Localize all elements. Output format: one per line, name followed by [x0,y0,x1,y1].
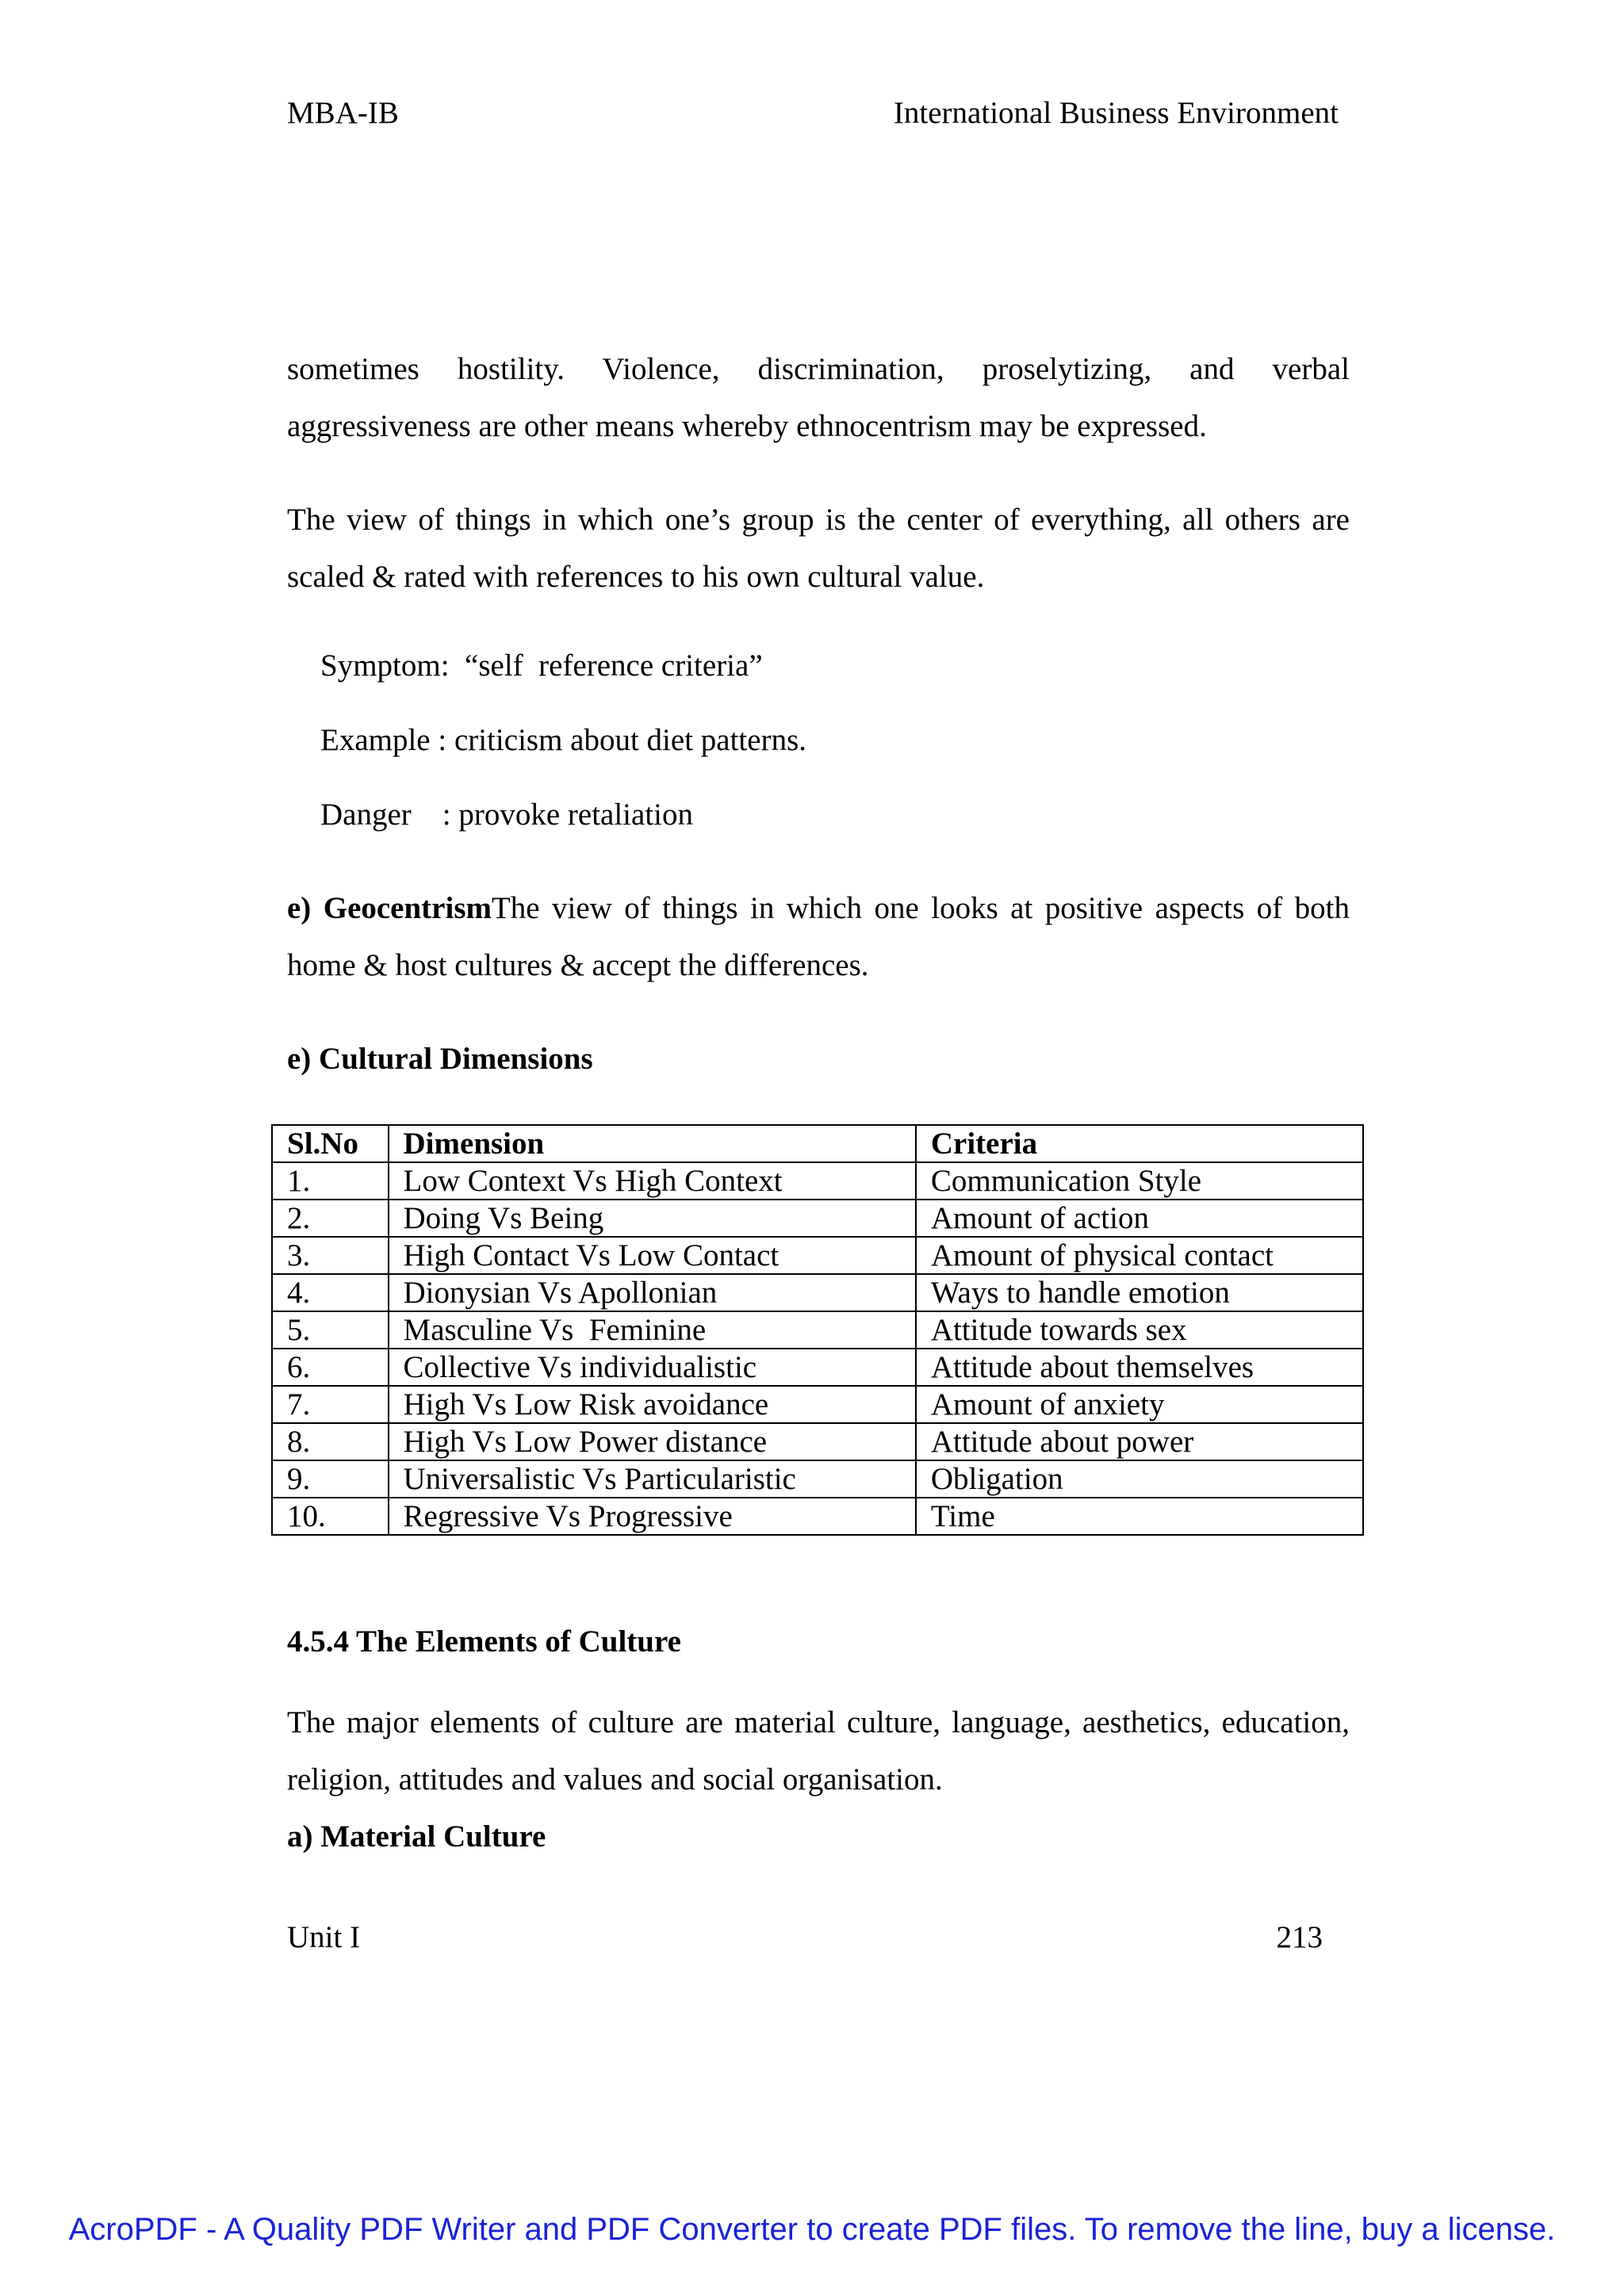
cell-slno: 3. [272,1237,389,1274]
cultural-dimensions-heading: e) Cultural Dimensions [287,1042,593,1076]
cell-criteria: Attitude about power [916,1423,1363,1460]
elements-of-culture-section [287,1613,1350,1866]
elements-heading: 4.5.4 The Elements of Culture [287,1624,681,1659]
table-row [272,1460,1363,1498]
page-header [287,95,1339,131]
acropdf-watermark: AcroPDF - A Quality PDF Writer and PDF Converter to create PDF files. To remove the line, buy a license. [68,2212,1556,2247]
cell-criteria: Attitude towards sex [916,1311,1363,1349]
column-header-criteria: Criteria [916,1125,1363,1162]
cell-slno: 1. [272,1162,389,1200]
cell-criteria: Obligation [916,1460,1363,1498]
geocentrism-text: The view of things in which one looks at positive aspects of both home & host cultures & accept the differences. [287,891,1350,982]
danger-line: Danger : provoke retaliation [320,798,693,832]
table-row [272,1311,1363,1349]
paragraph-ethnocentrism-definition: The view of things in which one’s group is the center of everything, all others are scaled & rated with references to his own cultural value. [287,503,1350,594]
cultural-dimensions-table [271,1124,1364,1536]
table-row [272,1349,1363,1386]
cell-slno: 2. [272,1200,389,1237]
table-row [272,1423,1363,1460]
cell-criteria: Communication Style [916,1162,1363,1200]
table-row [272,1498,1363,1535]
cell-criteria: Amount of anxiety [916,1386,1363,1423]
cell-criteria: Time [916,1498,1363,1535]
cell-dimension: High Contact Vs Low Contact [389,1237,916,1274]
elements-paragraph: The major elements of culture are material culture, language, aesthetics, education, religion, attitudes and values and social organisation. [287,1705,1350,1797]
header-subject: International Business Environment [893,96,1339,130]
cell-dimension: High Vs Low Risk avoidance [389,1386,916,1423]
main-content [287,341,1350,1088]
cell-slno: 7. [272,1386,389,1423]
table-row [272,1274,1363,1311]
cell-criteria: Amount of action [916,1200,1363,1237]
geocentrism-label: e) Geocentrism [287,891,492,925]
cell-slno: 10. [272,1498,389,1535]
cell-dimension: Doing Vs Being [389,1200,916,1237]
cell-criteria: Attitude about themselves [916,1349,1363,1386]
table-row [272,1162,1363,1200]
table-row [272,1200,1363,1237]
cell-dimension: High Vs Low Power distance [389,1423,916,1460]
cell-dimension: Universalistic Vs Particularistic [389,1460,916,1498]
column-header-slno: Sl.No [272,1125,389,1162]
symptom-line: Symptom: “self reference criteria” [320,649,763,683]
example-line: Example : criticism about diet patterns. [320,723,806,757]
cell-slno: 8. [272,1423,389,1460]
cell-slno: 5. [272,1311,389,1349]
table-row [272,1237,1363,1274]
cell-criteria: Amount of physical contact [916,1237,1363,1274]
cell-dimension: Collective Vs individualistic [389,1349,916,1386]
geocentrism-paragraph [287,880,1350,994]
page-footer [287,1919,1323,1955]
cell-criteria: Ways to handle emotion [916,1274,1363,1311]
cell-slno: 6. [272,1349,389,1386]
cell-dimension: Masculine Vs Feminine [389,1311,916,1349]
cell-dimension: Low Context Vs High Context [389,1162,916,1200]
cell-dimension: Dionysian Vs Apollonian [389,1274,916,1311]
table-row [272,1386,1363,1423]
symptom-list [287,637,1350,844]
page-number: 213 [1276,1920,1323,1954]
table-header-row [272,1125,1363,1162]
cell-slno: 9. [272,1460,389,1498]
cell-dimension: Regressive Vs Progressive [389,1498,916,1535]
column-header-dimension: Dimension [389,1125,916,1162]
cell-slno: 4. [272,1274,389,1311]
material-culture-heading: a) Material Culture [287,1820,546,1854]
footer-unit: Unit I [287,1920,361,1954]
paragraph-ethnocentrism-expression: sometimes hostility. Violence, discrimination, proselytizing, and verbal aggressiveness are other means whereby ethnocentrism may be expressed. [287,352,1350,443]
header-course: MBA-IB [287,96,399,130]
